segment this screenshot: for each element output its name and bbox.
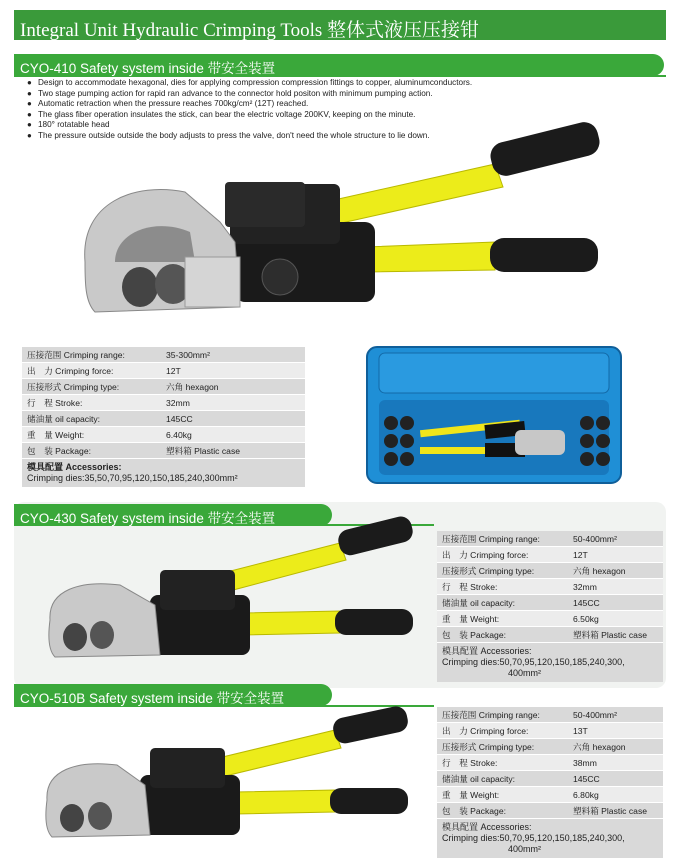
feature-item: ● Design to accommodate hexagonal, dies for applying compression compression fittings to copper, aluminumconductors. bbox=[27, 78, 647, 89]
spec-table-cyo410 bbox=[22, 347, 305, 487]
accessories-text-cont: 400mm² bbox=[508, 844, 542, 854]
spec-table-cyo430 bbox=[437, 531, 663, 682]
spec-label: 重 量 Weight: bbox=[27, 429, 85, 440]
spec-value: 145CC bbox=[166, 413, 193, 424]
page-title: Integral Unit Hydraulic Crimping Tools 整体式液压压接钳 bbox=[20, 20, 480, 41]
spec-value: 6.80kg bbox=[573, 789, 599, 800]
crimping-tool-cyo510b-image bbox=[35, 700, 420, 850]
spec-label: 压接范围 Crimping range: bbox=[442, 533, 540, 544]
spec-value: 6.40kg bbox=[166, 429, 192, 440]
spec-label: 储油量 oil capacity: bbox=[442, 773, 516, 784]
title-bar bbox=[14, 10, 666, 40]
spec-value: 12T bbox=[166, 365, 181, 376]
section-heading-cyo510b: CYO-510B Safety system inside 带安全装置 bbox=[14, 684, 332, 706]
spec-value: 六角 hexagon bbox=[166, 381, 219, 392]
spec-label: 行 程 Stroke: bbox=[27, 397, 83, 408]
feature-item: ● Automatic retraction when the pressure reaches 700kg/cm² (12T) reached. bbox=[27, 99, 647, 110]
spec-label: 压接范围 Crimping range: bbox=[442, 709, 540, 720]
spec-value: 32mm bbox=[573, 581, 597, 592]
plastic-case-image bbox=[365, 345, 623, 485]
accessories-text-cont: 400mm² bbox=[508, 668, 542, 678]
accessories-title: 模具配置 Accessories: bbox=[442, 646, 532, 656]
crimping-tool-cyo410-image bbox=[75, 112, 605, 337]
spec-value: 38mm bbox=[573, 757, 597, 768]
spec-label: 重 量 Weight: bbox=[442, 789, 500, 800]
spec-value: 12T bbox=[573, 549, 588, 560]
feature-item: ● The glass fiber operation insulates the stick, can bear the electric voltage 200KV, keeping on the minute. bbox=[27, 110, 647, 121]
accessories-block bbox=[22, 459, 305, 487]
spec-value: 塑料箱 Plastic case bbox=[166, 445, 241, 456]
accessories-title: 模具配置 Accessories: bbox=[27, 462, 122, 472]
spec-value: 6.50kg bbox=[573, 613, 599, 624]
spec-value: 塑料箱 Plastic case bbox=[573, 629, 648, 640]
spec-label: 行 程 Stroke: bbox=[442, 757, 498, 768]
accessories-text: Crimping dies:35,50,70,95,120,150,185,240,300mm² bbox=[27, 473, 238, 483]
feature-item: ● The pressure outside outside the body adjusts to press the valve, don't need the whole structure to lie down. bbox=[27, 131, 647, 142]
section-heading-cyo410: CYO-410 Safety system inside 带安全装置 bbox=[14, 54, 664, 76]
spec-value: 塑料箱 Plastic case bbox=[573, 805, 648, 816]
spec-value: 50-400mm² bbox=[573, 709, 617, 720]
spec-label: 包 装 Package: bbox=[442, 629, 507, 640]
spec-value: 六角 hexagon bbox=[573, 741, 626, 752]
spec-label: 行 程 Stroke: bbox=[442, 581, 498, 592]
spec-table-cyo510b bbox=[437, 707, 663, 858]
spec-label: 压接形式 Crimping type: bbox=[442, 565, 535, 576]
spec-value: 35-300mm² bbox=[166, 349, 210, 360]
spec-label: 压接范围 Crimping range: bbox=[27, 349, 125, 360]
spec-label: 出 力 Crimping force: bbox=[27, 365, 114, 376]
accessories-block bbox=[437, 643, 663, 682]
spec-label: 包 装 Package: bbox=[442, 805, 507, 816]
section-heading-cyo430: CYO-430 Safety system inside 带安全装置 bbox=[14, 504, 332, 526]
spec-value: 145CC bbox=[573, 773, 600, 784]
spec-label: 出 力 Crimping force: bbox=[442, 549, 529, 560]
spec-value: 六角 hexagon bbox=[573, 565, 626, 576]
spec-value: 50-400mm² bbox=[573, 533, 617, 544]
spec-value: 145CC bbox=[573, 597, 600, 608]
accessories-text: Crimping dies:50,70,95,120,150,185,240,300, bbox=[442, 657, 625, 667]
spec-label: 储油量 oil capacity: bbox=[442, 597, 516, 608]
spec-value: 32mm bbox=[166, 397, 190, 408]
spec-value: 13T bbox=[573, 725, 588, 736]
accessories-text: Crimping dies:50,70,95,120,150,185,240,300, bbox=[442, 833, 625, 843]
feature-item: ● Two stage pumping action for rapid ran advance to the connector hold positon with minimum pumping action. bbox=[27, 89, 647, 100]
accessories-title: 模具配置 Accessories: bbox=[442, 822, 532, 832]
spec-label: 出 力 Crimping force: bbox=[442, 725, 529, 736]
spec-label: 压接形式 Crimping type: bbox=[27, 381, 120, 392]
spec-label: 重 量 Weight: bbox=[442, 613, 500, 624]
spec-label: 储油量 oil capacity: bbox=[27, 413, 101, 424]
accessories-block bbox=[437, 819, 663, 858]
crimping-tool-cyo430-image bbox=[40, 515, 420, 665]
spec-label: 包 装 Package: bbox=[27, 445, 92, 456]
spec-label: 压接形式 Crimping type: bbox=[442, 741, 535, 752]
feature-item: ● 180° rotatable head bbox=[27, 120, 647, 131]
